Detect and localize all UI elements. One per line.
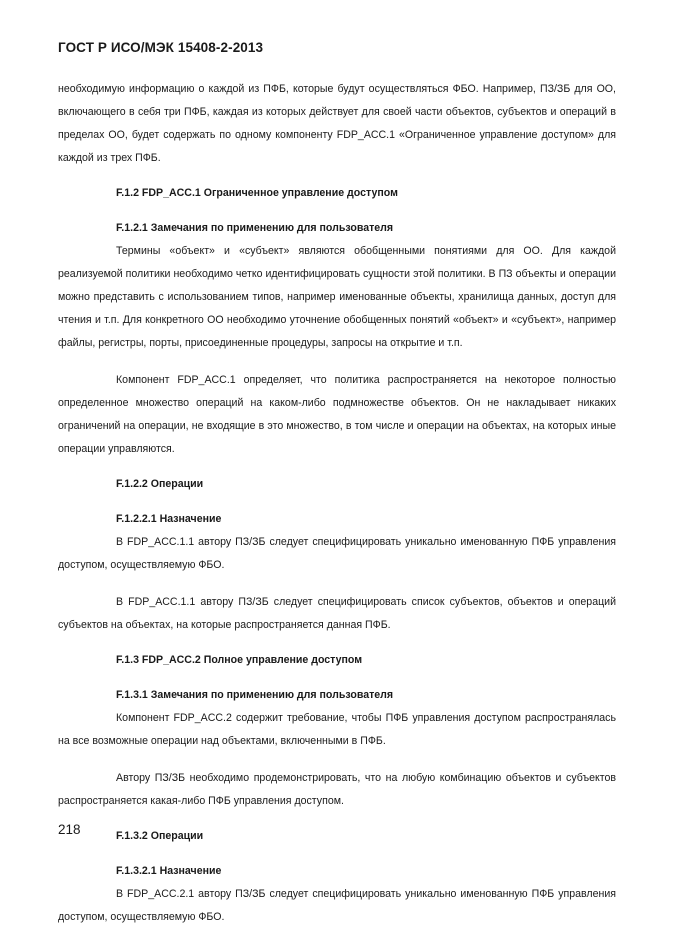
paragraph-component-acc2: Компонент FDP_ACC.2 содержит требование, чтобы ПФБ управления доступом распространялась на все возможные операции над объектами, включенными в ПФБ. [58, 712, 616, 747]
paragraph-assignment-1: В FDP_ACC.1.1 автору ПЗ/ЗБ следует специфицировать уникально именованную ПФБ управления доступом, осуществляемую ФБО. [58, 536, 616, 571]
paragraph-component-acc1: Компонент FDP_ACC.1 определяет, что политика распространяется на некоторое полностью определенное множество операций на каком-либо подмножестве объектов. Он не накладывает никаких ограничений на операции, не входящие в это множество, в том числе и операции на объектах, на которых иные операции управляются. [58, 374, 616, 455]
section-heading-f121: F.1.2.1 Замечания по применению для пользователя [116, 222, 394, 234]
paragraph-assignment-3: В FDP_ACC.2.1 автору ПЗ/ЗБ следует специфицировать уникально именованную ПФБ управления доступом, осуществляемую ФБО. [58, 888, 616, 923]
paragraph-assignment-2: В FDP_ACC.1.1 автору ПЗ/ЗБ следует специфицировать список субъектов, объектов и операций субъектов на объектах, на которые распространяется данная ПФБ. [58, 596, 616, 631]
section-heading-f132: F.1.3.2 Операции [116, 830, 204, 842]
section-heading-f122: F.1.2.2 Операции [116, 478, 204, 490]
section-heading-f13: F.1.3 FDP_ACC.2 Полное управление доступом [116, 654, 363, 666]
paragraph-terms: Термины «объект» и «субъект» являются обобщенными понятиями для ОО. Для каждой реализуемой политики необходимо четко идентифицировать сущности этой политики. В ПЗ объекты и операции можно представить с использованием типов, например именованные объекты, хранилища данных, доступ для чтения и т.п. Для конкретного ОО необходимо уточнение обобщенных понятий «объект» и «субъект», например файлы, регистры, порты, присоединенные процедуры, запросы на открытие и т.п. [58, 245, 616, 349]
paragraph-demonstrate: Автору ПЗ/ЗБ необходимо продемонстрировать, что на любую комбинацию объектов и субъектов распространяется какая-либо ПФБ управления доступом. [58, 772, 616, 807]
paragraph-continuation: необходимую информацию о каждой из ПФБ, которые будут осуществляться ФБО. Например, ПЗ/ЗБ для ОО, включающего в себя три ПФБ, каждая из которых действует для своей части объектов, субъектов и операций в пределах ОО, будет содержать по одному компоненту FDP_ACC.1 «Ограниченное управление доступом» для каждой из трех ПФБ. [58, 83, 616, 164]
section-heading-f12: F.1.2 FDP_ACC.1 Ограниченное управление доступом [116, 187, 398, 199]
section-heading-f1321: F.1.3.2.1 Назначение [116, 865, 222, 877]
page-number: 218 [58, 822, 81, 837]
section-heading-f1221: F.1.2.2.1 Назначение [116, 513, 222, 525]
section-heading-f131: F.1.3.1 Замечания по применению для пользователя [116, 689, 394, 701]
page-header: ГОСТ Р ИСО/МЭК 15408-2-2013 [58, 40, 264, 55]
page-content [58, 78, 616, 929]
